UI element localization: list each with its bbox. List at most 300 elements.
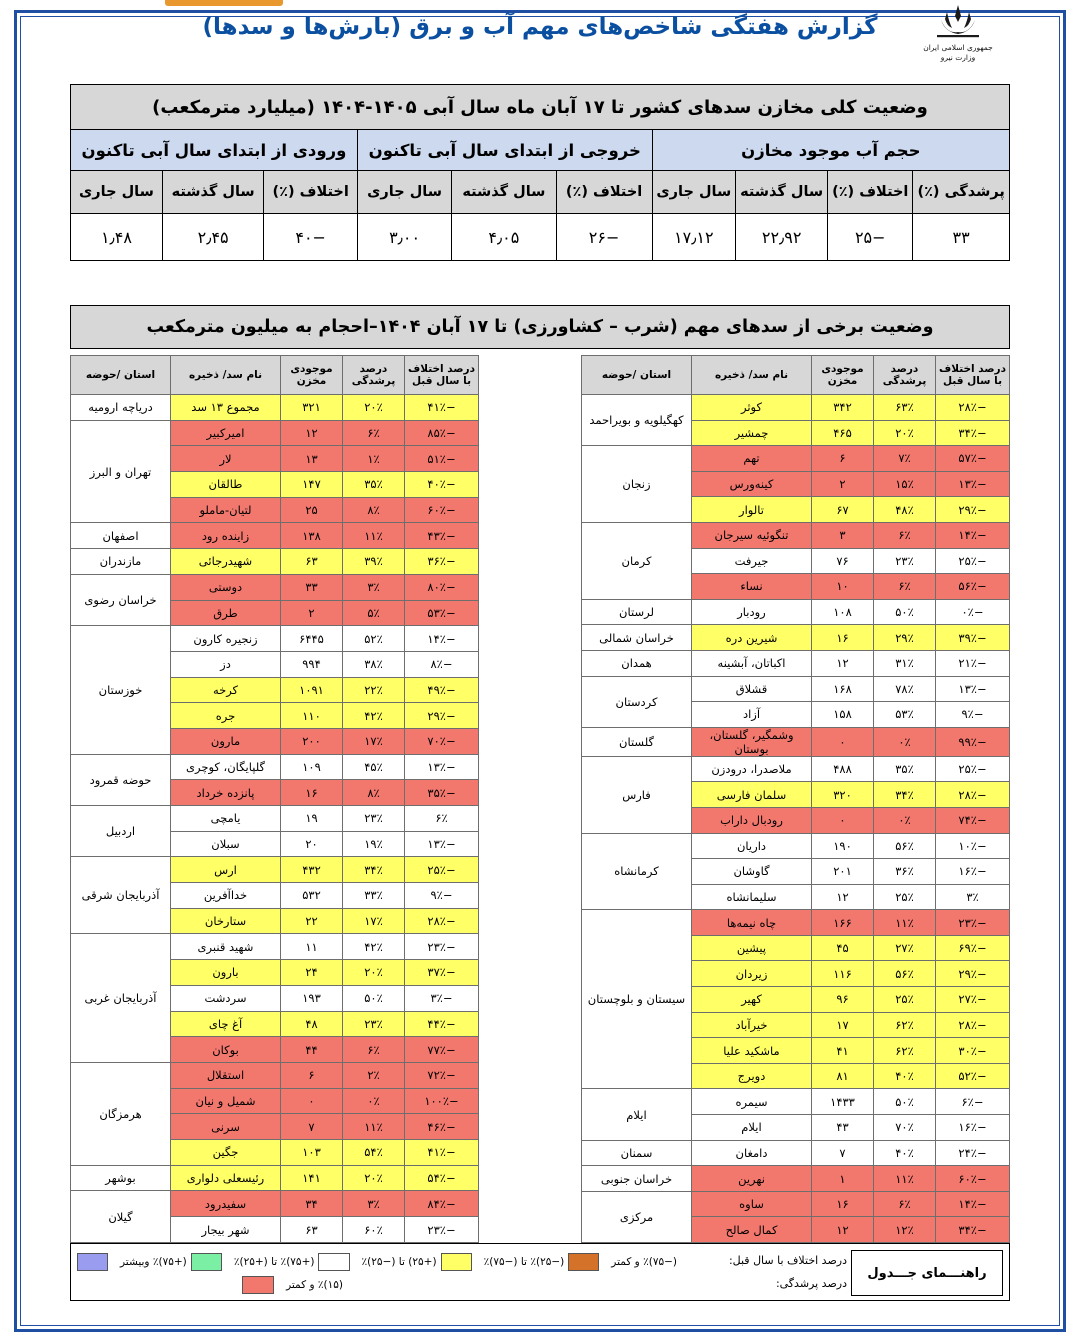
- dam-fill-cell: ۸٪: [343, 780, 405, 806]
- dam-volume-cell: ۷۶: [812, 548, 874, 574]
- dams-header-cell: موجودی مخزن: [812, 356, 874, 395]
- dam-diff-cell: −۹٪: [405, 883, 479, 909]
- dam-name-cell: زیردان: [692, 961, 812, 987]
- dam-diff-cell: −۲۹٪: [936, 497, 1010, 523]
- dam-name-cell: مجموع ۱۳ سد: [171, 395, 281, 421]
- dam-diff-cell: −۸۴٪: [405, 1191, 479, 1217]
- dam-fill-cell: ۵٪: [343, 600, 405, 626]
- dam-diff-cell: −۸۵٪: [405, 420, 479, 446]
- dam-name-cell: شهیدرجائی: [171, 549, 281, 575]
- summary-header-cell: سال جاری: [652, 171, 735, 214]
- dam-fill-cell: ۱۱٪: [343, 1114, 405, 1140]
- table-row: [582, 833, 1010, 859]
- dam-volume-cell: ۱۴۳۳: [812, 1089, 874, 1115]
- dam-fill-cell: ۴۲٪: [343, 934, 405, 960]
- dam-fill-cell: ۲۳٪: [343, 1011, 405, 1037]
- dam-volume-cell: ۳۴: [281, 1191, 343, 1217]
- dam-fill-cell: ۱۲٪: [874, 1217, 936, 1243]
- dam-diff-cell: −۵۳٪: [405, 600, 479, 626]
- dam-volume-cell: ۱۲: [812, 1217, 874, 1243]
- dam-volume-cell: ۹۹۴: [281, 651, 343, 677]
- dam-diff-cell: −۳۴٪: [936, 1217, 1010, 1243]
- dam-diff-cell: −۱۶٪: [936, 1115, 1010, 1141]
- province-cell: کرمان: [582, 522, 692, 599]
- dam-name-cell: سبلان: [171, 831, 281, 857]
- dam-diff-cell: −۲۳٪: [405, 934, 479, 960]
- dam-name-cell: کمال صالح: [692, 1217, 812, 1243]
- dam-name-cell: دز: [171, 651, 281, 677]
- summary-table: [70, 84, 1010, 261]
- logo-caption-line2: وزارت نیرو: [940, 53, 976, 62]
- legend-label: (+۷۵)٪ تا (+۲۵)٪: [233, 1255, 315, 1268]
- dam-fill-cell: ۲۳٪: [343, 806, 405, 832]
- province-cell: کردستان: [582, 676, 692, 727]
- dam-fill-cell: ۲۵٪: [874, 884, 936, 910]
- dam-diff-cell: −۹۹٪: [936, 727, 1010, 756]
- dam-diff-cell: −۲۳٪: [936, 910, 1010, 936]
- summary-header-cell: سال جاری: [357, 171, 451, 214]
- table-row: [582, 756, 1010, 782]
- dam-volume-cell: ۳۲۰: [812, 782, 874, 808]
- dam-fill-cell: ۳۴٪: [874, 782, 936, 808]
- dam-diff-cell: −۰٪: [936, 599, 1010, 625]
- summary-header-cell: سال گذشته: [452, 171, 556, 214]
- dam-volume-cell: ۲۲: [281, 908, 343, 934]
- dam-name-cell: رئیسعلی دلواری: [171, 1165, 281, 1191]
- dam-fill-cell: ۱۷٪: [343, 908, 405, 934]
- dam-name-cell: ساوه: [692, 1191, 812, 1217]
- dam-name-cell: جره: [171, 703, 281, 729]
- dam-fill-cell: ۷۸٪: [874, 676, 936, 702]
- table-row: [582, 1191, 1010, 1217]
- dam-diff-cell: −۱۳٪: [405, 754, 479, 780]
- dam-name-cell: ملاصدرا، درودزن: [692, 756, 812, 782]
- dam-fill-cell: ۶۰٪: [343, 1217, 405, 1243]
- dam-diff-cell: −۵۶٪: [936, 574, 1010, 600]
- dam-fill-cell: ۲۹٪: [874, 625, 936, 651]
- dam-fill-cell: ۱٪: [343, 446, 405, 472]
- dam-diff-cell: −۳۴٪: [936, 420, 1010, 446]
- dam-name-cell: گلپایگان، کوچری: [171, 754, 281, 780]
- dam-name-cell: جگین: [171, 1139, 281, 1165]
- dam-fill-cell: ۷٪: [874, 446, 936, 472]
- province-cell: دریاچه ارومیه: [71, 395, 171, 421]
- dam-name-cell: سفیدرود: [171, 1191, 281, 1217]
- dam-name-cell: کینه‌ورس: [692, 471, 812, 497]
- summary-header-cell: پرشدگی (٪): [913, 171, 1010, 214]
- legend-swatches: [77, 1250, 677, 1296]
- dam-name-cell: شهید قنبری: [171, 934, 281, 960]
- dam-volume-cell: ۱۵۸: [812, 702, 874, 728]
- dam-name-cell: ایلام: [692, 1115, 812, 1141]
- dam-fill-cell: ۳۵٪: [343, 472, 405, 498]
- dam-name-cell: بوکان: [171, 1037, 281, 1063]
- summary-header-cell: اختلاف (٪): [828, 171, 913, 214]
- dam-diff-cell: −۴۱٪: [405, 395, 479, 421]
- dam-diff-cell: −۴۶٪: [405, 1114, 479, 1140]
- dam-fill-cell: ۶٪: [343, 1037, 405, 1063]
- table-row: [71, 857, 479, 883]
- dam-volume-cell: ۴۶۵: [812, 420, 874, 446]
- dam-name-cell: بارون: [171, 960, 281, 986]
- province-cell: لرستان: [582, 599, 692, 625]
- dam-fill-cell: ۴۰٪: [874, 1140, 936, 1166]
- dam-fill-cell: ۰٪: [874, 727, 936, 756]
- dam-diff-cell: −۴۱٪: [405, 1139, 479, 1165]
- dam-volume-cell: ۱۱۰: [281, 703, 343, 729]
- dam-volume-cell: ۳۴۲: [812, 395, 874, 421]
- table-row: [71, 395, 479, 421]
- dam-name-cell: ماشکید علیا: [692, 1038, 812, 1064]
- dam-volume-cell: ۱۱: [281, 934, 343, 960]
- dam-name-cell: خداآفرین: [171, 883, 281, 909]
- page-header: [0, 0, 1080, 62]
- dam-name-cell: سلیمانشاه: [692, 884, 812, 910]
- dam-diff-cell: −۳۶٪: [405, 549, 479, 575]
- summary-value-cell: ۳۳: [913, 214, 1010, 261]
- dam-name-cell: زاینده رود: [171, 523, 281, 549]
- table-row: [582, 625, 1010, 651]
- table-row: [71, 549, 479, 575]
- table-row: [582, 1089, 1010, 1115]
- dam-fill-cell: ۳۵٪: [874, 756, 936, 782]
- dam-name-cell: نساء: [692, 574, 812, 600]
- dam-diff-cell: −۱۳٪: [936, 676, 1010, 702]
- summary-value-cell: ۲۲٫۹۲: [736, 214, 828, 261]
- dam-fill-cell: ۳۸٪: [343, 651, 405, 677]
- dam-fill-cell: ۲۰٪: [343, 960, 405, 986]
- dam-name-cell: یامچی: [171, 806, 281, 832]
- summary-header-cell: سال جاری: [71, 171, 163, 214]
- dam-diff-cell: −۷۰٪: [405, 728, 479, 754]
- dam-name-cell: چاه نیمه‌ها: [692, 910, 812, 936]
- summary-header-cell: سال گذشته: [162, 171, 263, 214]
- dam-fill-cell: ۲۰٪: [343, 395, 405, 421]
- dams-table-left: [581, 355, 1010, 1243]
- dam-volume-cell: ۶: [281, 1062, 343, 1088]
- dam-name-cell: امیرکبیر: [171, 420, 281, 446]
- dam-volume-cell: ۱۲: [281, 420, 343, 446]
- legend-swatch: [242, 1276, 274, 1294]
- summary-value-cell: −۲۶: [556, 214, 652, 261]
- dam-volume-cell: ۱۰: [812, 574, 874, 600]
- dam-volume-cell: ۲: [281, 600, 343, 626]
- dam-fill-cell: ۱۱٪: [874, 910, 936, 936]
- summary-value-row: [71, 214, 1010, 261]
- dam-name-cell: داریان: [692, 833, 812, 859]
- table-row: [582, 727, 1010, 756]
- legend-swatch: [77, 1253, 108, 1271]
- dam-diff-cell: −۶۰٪: [936, 1166, 1010, 1192]
- dam-volume-cell: ۰: [812, 807, 874, 833]
- table-row: [71, 754, 479, 780]
- dam-volume-cell: ۱۳۸: [281, 523, 343, 549]
- dam-volume-cell: ۱۷: [812, 1012, 874, 1038]
- dam-name-cell: دوستی: [171, 574, 281, 600]
- province-cell: هرمزگان: [71, 1062, 171, 1165]
- dam-fill-cell: ۲٪: [343, 1062, 405, 1088]
- dam-volume-cell: ۶: [812, 446, 874, 472]
- dam-volume-cell: ۴۸۸: [812, 756, 874, 782]
- dam-volume-cell: ۱۰۳: [281, 1139, 343, 1165]
- summary-value-cell: −۲۵: [828, 214, 913, 261]
- dam-diff-cell: −۶٪: [936, 1089, 1010, 1115]
- dams-header-cell: استان /حوضه: [71, 356, 171, 395]
- dam-volume-cell: ۹۶: [812, 987, 874, 1013]
- table-row: [582, 910, 1010, 936]
- province-cell: اصفهان: [71, 523, 171, 549]
- dam-name-cell: پیشین: [692, 935, 812, 961]
- dam-name-cell: آزاد: [692, 702, 812, 728]
- dam-fill-cell: ۲۲٪: [343, 677, 405, 703]
- dam-diff-cell: −۱۰۰٪: [405, 1088, 479, 1114]
- summary-title: وضعیت کلی مخازن سدهای کشور تا ۱۷ آبان ماه سال آبی ۱۴۰۵-۱۴۰۴ (میلیارد مترمکعب): [71, 85, 1010, 130]
- dams-header-cell: درصد اختلاف با سال قبل: [405, 356, 479, 395]
- legend-label: (−۷۵)٪ و کمتر: [611, 1255, 677, 1268]
- dam-diff-cell: −۲۱٪: [936, 650, 1010, 676]
- dam-fill-cell: ۵۴٪: [343, 1139, 405, 1165]
- dam-diff-cell: −۱۳٪: [405, 831, 479, 857]
- province-cell: کهگیلویه و بویراحمد: [582, 395, 692, 446]
- dam-diff-cell: −۱۶٪: [936, 859, 1010, 885]
- table-row: [71, 806, 479, 832]
- dam-volume-cell: ۱۲: [812, 650, 874, 676]
- dam-fill-cell: ۳۹٪: [343, 549, 405, 575]
- table-row: [582, 1166, 1010, 1192]
- dam-volume-cell: ۴۳: [812, 1115, 874, 1141]
- dam-fill-cell: ۰٪: [343, 1088, 405, 1114]
- dam-name-cell: ارس: [171, 857, 281, 883]
- province-cell: بوشهر: [71, 1165, 171, 1191]
- dam-fill-cell: ۵۳٪: [874, 702, 936, 728]
- dams-header-cell: درصد پرشدگی: [343, 356, 405, 395]
- dam-fill-cell: ۵۰٪: [343, 985, 405, 1011]
- dam-fill-cell: ۶۳٪: [874, 395, 936, 421]
- dam-name-cell: کرخه: [171, 677, 281, 703]
- dam-name-cell: اکباتان، آبشینه: [692, 650, 812, 676]
- dam-name-cell: لتیان-ماملو: [171, 497, 281, 523]
- dam-volume-cell: ۰: [281, 1088, 343, 1114]
- dam-fill-cell: ۵۰٪: [874, 1089, 936, 1115]
- dam-diff-cell: −۲۸٪: [405, 908, 479, 934]
- dam-volume-cell: ۱۴۱: [281, 1165, 343, 1191]
- dam-diff-cell: −۳٪: [405, 985, 479, 1011]
- dam-volume-cell: ۵۳۲: [281, 883, 343, 909]
- dam-fill-cell: ۴۸٪: [874, 497, 936, 523]
- dam-fill-cell: ۵۲٪: [343, 626, 405, 652]
- dam-volume-cell: ۱۶: [812, 625, 874, 651]
- dams-header-cell: نام سد/ ذخیره: [171, 356, 281, 395]
- dam-name-cell: شمیل و نیان: [171, 1088, 281, 1114]
- dam-diff-cell: −۲۹٪: [936, 961, 1010, 987]
- dam-volume-cell: ۶۷: [812, 497, 874, 523]
- dam-fill-cell: ۳٪: [343, 1191, 405, 1217]
- dam-fill-cell: ۳۱٪: [874, 650, 936, 676]
- summary-value-cell: ۱۷٫۱۲: [652, 214, 735, 261]
- province-cell: خوزستان: [71, 626, 171, 754]
- dam-fill-cell: ۲۷٪: [874, 935, 936, 961]
- dam-diff-cell: −۲۸٪: [936, 782, 1010, 808]
- legend-swatch: [568, 1253, 599, 1271]
- dam-diff-cell: −۷۴٪: [936, 807, 1010, 833]
- dam-name-cell: آغ چای: [171, 1011, 281, 1037]
- dam-diff-cell: −۹٪: [936, 702, 1010, 728]
- legend-label: (+۷۵)٪ وبیشتر: [120, 1255, 187, 1268]
- dam-diff-cell: −۴۹٪: [405, 677, 479, 703]
- dam-volume-cell: ۲۰۰: [281, 728, 343, 754]
- dams-header-cell: درصد پرشدگی: [874, 356, 936, 395]
- dam-fill-cell: ۵۰٪: [874, 599, 936, 625]
- dam-name-cell: پانزده خرداد: [171, 780, 281, 806]
- dam-name-cell: ستارخان: [171, 908, 281, 934]
- dam-name-cell: گاوشان: [692, 859, 812, 885]
- province-cell: مرکزی: [582, 1191, 692, 1242]
- dam-name-cell: سردشت: [171, 985, 281, 1011]
- province-cell: سمنان: [582, 1140, 692, 1166]
- dam-volume-cell: ۱۳: [281, 446, 343, 472]
- dams-table-right: [70, 355, 479, 1243]
- dam-diff-cell: −۸٪: [405, 651, 479, 677]
- dam-fill-cell: ۲۵٪: [874, 987, 936, 1013]
- dam-volume-cell: ۲۵: [281, 497, 343, 523]
- dam-name-cell: تنگوئیه سیرجان: [692, 522, 812, 548]
- dam-name-cell: لار: [171, 446, 281, 472]
- table-row: [71, 1191, 479, 1217]
- summary-value-cell: ۲٫۴۵: [162, 214, 263, 261]
- dam-diff-cell: −۱۳٪: [936, 471, 1010, 497]
- dam-fill-cell: ۱۹٪: [343, 831, 405, 857]
- dam-fill-cell: ۱۵٪: [874, 471, 936, 497]
- dam-name-cell: چمشیر: [692, 420, 812, 446]
- dam-name-cell: تالوار: [692, 497, 812, 523]
- dam-name-cell: سیمره: [692, 1089, 812, 1115]
- dam-volume-cell: ۰: [812, 727, 874, 756]
- legend-box: [70, 1243, 1010, 1301]
- dam-diff-cell: −۵۷٪: [936, 446, 1010, 472]
- province-cell: آذربایجان غربی: [71, 934, 171, 1062]
- dam-volume-cell: ۴۳۲: [281, 857, 343, 883]
- dam-diff-cell: −۵۱٪: [405, 446, 479, 472]
- dam-name-cell: شهر بیجار: [171, 1217, 281, 1243]
- dam-volume-cell: ۶۳: [281, 549, 343, 575]
- summary-group-outflow: خروجی از ابتدای سال آبی تاکنون: [357, 130, 652, 171]
- dam-volume-cell: ۲: [812, 471, 874, 497]
- dam-fill-cell: ۶٪: [874, 522, 936, 548]
- dam-fill-cell: ۶۲٪: [874, 1038, 936, 1064]
- dam-volume-cell: ۳: [812, 522, 874, 548]
- table-row: [71, 626, 479, 652]
- dams-tables: [70, 355, 1010, 1243]
- dam-volume-cell: ۱۰۹: [281, 754, 343, 780]
- dam-diff-cell: −۲۹٪: [405, 703, 479, 729]
- dam-fill-cell: ۴۰٪: [874, 1063, 936, 1089]
- dam-volume-cell: ۴۱: [812, 1038, 874, 1064]
- province-cell: کرمانشاه: [582, 833, 692, 910]
- legend-swatch: [441, 1253, 472, 1271]
- dam-volume-cell: ۲۴: [281, 960, 343, 986]
- dam-volume-cell: ۱۹: [281, 806, 343, 832]
- dam-name-cell: طرق: [171, 600, 281, 626]
- table-row: [71, 574, 479, 600]
- dam-name-cell: کوثر: [692, 395, 812, 421]
- summary-value-cell: ۴٫۰۵: [452, 214, 556, 261]
- legend-label: (−۲۵)٪ تا (−۷۵)٪: [483, 1255, 565, 1268]
- legend-swatch: [318, 1253, 349, 1271]
- dam-fill-cell: ۶۲٪: [874, 1012, 936, 1038]
- dam-volume-cell: ۸۱: [812, 1063, 874, 1089]
- summary-value-cell: ۳٫۰۰: [357, 214, 451, 261]
- dam-fill-cell: ۱۱٪: [343, 523, 405, 549]
- dam-volume-cell: ۱۹۰: [812, 833, 874, 859]
- dam-diff-cell: −۲۳٪: [405, 1217, 479, 1243]
- province-cell: سیستان و بلوچستان: [582, 910, 692, 1089]
- dam-name-cell: استقلال: [171, 1062, 281, 1088]
- province-cell: گلستان: [582, 727, 692, 756]
- table-row: [71, 934, 479, 960]
- dam-volume-cell: ۳۳: [281, 574, 343, 600]
- dam-fill-cell: ۴۵٪: [343, 754, 405, 780]
- dam-volume-cell: ۴۴: [281, 1037, 343, 1063]
- dam-fill-cell: ۵۶٪: [874, 833, 936, 859]
- province-cell: فارس: [582, 756, 692, 833]
- dam-name-cell: خیرآباد: [692, 1012, 812, 1038]
- dam-diff-cell: −۶۰٪: [405, 497, 479, 523]
- table-row: [71, 523, 479, 549]
- table-row: [582, 522, 1010, 548]
- dam-name-cell: قشلاق: [692, 676, 812, 702]
- dam-volume-cell: ۲۰: [281, 831, 343, 857]
- province-cell: تهران و البرز: [71, 420, 171, 523]
- dam-volume-cell: ۷: [812, 1140, 874, 1166]
- table-row: [582, 446, 1010, 472]
- table-row: [582, 650, 1010, 676]
- province-cell: مازندران: [71, 549, 171, 575]
- dam-name-cell: سلمان فارسی: [692, 782, 812, 808]
- dam-fill-cell: ۱۷٪: [343, 728, 405, 754]
- dam-name-cell: کهیر: [692, 987, 812, 1013]
- dam-diff-cell: −۳۵٪: [405, 780, 479, 806]
- dam-diff-cell: −۳۹٪: [936, 625, 1010, 651]
- summary-header-cell: اختلاف (٪): [264, 171, 358, 214]
- dam-diff-cell: −۱۴٪: [936, 1191, 1010, 1217]
- dam-fill-cell: ۱۱٪: [874, 1166, 936, 1192]
- dam-volume-cell: ۲۰۱: [812, 859, 874, 885]
- dam-fill-cell: ۶٪: [874, 1191, 936, 1217]
- dam-fill-cell: ۴۲٪: [343, 703, 405, 729]
- logo-caption-line1: جمهوری اسلامی ایران: [923, 43, 993, 52]
- orange-tab-decoration: [165, 0, 283, 6]
- province-cell: خراسان شمالی: [582, 625, 692, 651]
- dam-name-cell: نهرین: [692, 1166, 812, 1192]
- dam-volume-cell: ۱۶۸: [812, 676, 874, 702]
- dam-name-cell: رودبار: [692, 599, 812, 625]
- province-cell: خراسان رضوی: [71, 574, 171, 625]
- legend-title: راهنـــمای جـــدول: [851, 1250, 1003, 1296]
- summary-header-cell: اختلاف (٪): [556, 171, 652, 214]
- dam-volume-cell: ۱۶۶: [812, 910, 874, 936]
- summary-header-row: [71, 171, 1010, 214]
- province-cell: حوضه قمرود: [71, 754, 171, 805]
- province-cell: ایلام: [582, 1089, 692, 1140]
- dam-diff-cell: −۶۹٪: [936, 935, 1010, 961]
- dam-diff-cell: −۵۲٪: [936, 1063, 1010, 1089]
- dams-header-cell: درصد اختلاف با سال قبل: [936, 356, 1010, 395]
- dam-volume-cell: ۶۴۴۵: [281, 626, 343, 652]
- dam-diff-cell: −۲۵٪: [936, 756, 1010, 782]
- summary-group-storage: حجم آب موجود مخازن: [652, 130, 1009, 171]
- dam-diff-cell: −۴۰٪: [405, 472, 479, 498]
- legend-desc-1: درصد اختلاف با سال قبل:: [728, 1254, 847, 1267]
